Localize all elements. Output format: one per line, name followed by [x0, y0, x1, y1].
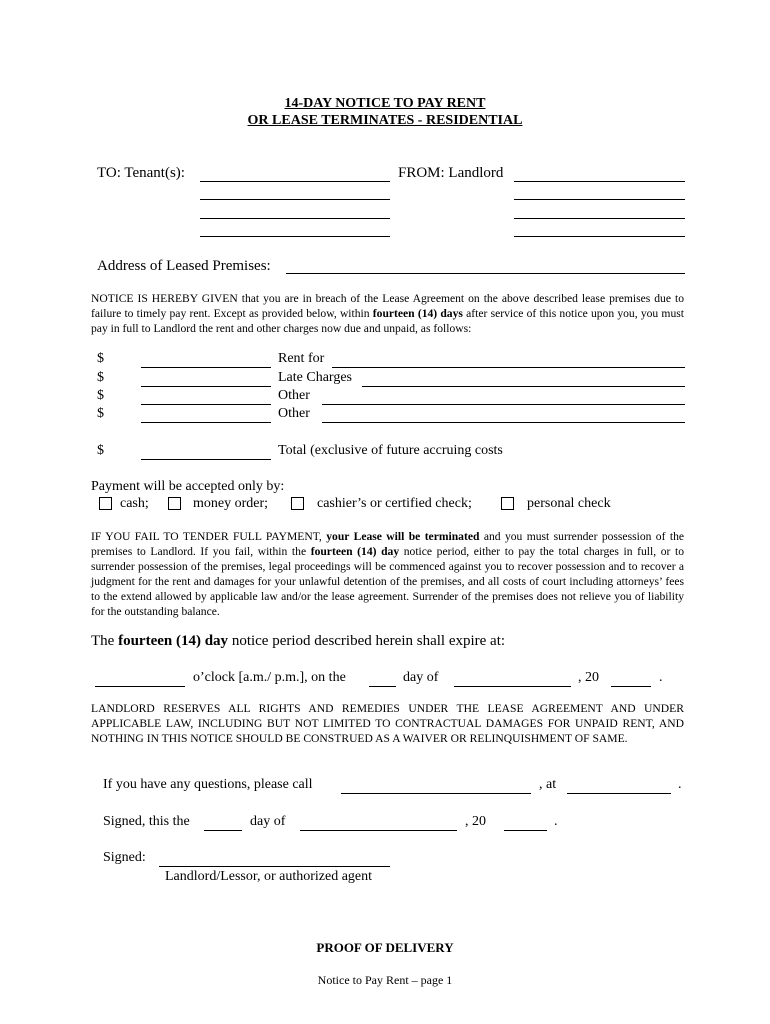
rent-for-line[interactable] — [332, 367, 685, 368]
total-amount-line[interactable] — [141, 459, 271, 460]
questions-phone-line[interactable] — [567, 793, 671, 794]
tenant-line-3[interactable] — [200, 218, 390, 219]
other-2-label: Other — [278, 406, 310, 421]
to-tenant-label: TO: Tenant(s): — [97, 165, 185, 181]
rent-for-label: Rent for — [278, 351, 325, 366]
other-2-line[interactable] — [322, 422, 685, 423]
signed-label: Signed: — [103, 850, 146, 865]
expiry-year-prefix: , 20 — [578, 670, 599, 685]
oclock-label: o’clock [a.m./ p.m.], on the — [193, 670, 346, 685]
expiry-day-line[interactable] — [369, 686, 396, 687]
expiry-day-of-label: day of — [403, 670, 439, 685]
personal-check-checkbox[interactable] — [501, 497, 514, 510]
expiry-month-line[interactable] — [454, 686, 571, 687]
questions-label: If you have any questions, please call — [103, 777, 313, 792]
other-2-amount-line[interactable] — [141, 422, 271, 423]
questions-at-label: , at — [539, 777, 557, 792]
other-1-label: Other — [278, 388, 310, 403]
address-line[interactable] — [286, 273, 685, 274]
total-label: Total (exclusive of future accruing costs — [278, 443, 503, 458]
dollar-sign-other-2: $ — [97, 406, 104, 421]
title-line-2: OR LEASE TERMINATES - RESIDENTIAL — [247, 113, 523, 128]
expiry-period: . — [659, 670, 663, 685]
proof-of-delivery-heading: PROOF OF DELIVERY — [316, 940, 454, 955]
money-order-checkbox[interactable] — [168, 497, 181, 510]
tenant-line-1[interactable] — [200, 181, 390, 182]
dollar-sign-late: $ — [97, 370, 104, 385]
notice-paragraph: NOTICE IS HEREBY GIVEN that you are in breach of the Lease Agreement on the above described lease premises due to failure to timely pay rent. Except as provided below, within fourteen (14) days after service of this notice upon you, you must pay in full to Landlord the rent and other charges now due and unpaid, as follows: — [91, 292, 684, 335]
signed-day-line[interactable] — [204, 830, 242, 831]
other-1-amount-line[interactable] — [141, 404, 271, 405]
dollar-sign-other-1: $ — [97, 388, 104, 403]
reserve-paragraph: LANDLORD RESERVES ALL RIGHTS AND REMEDIES UNDER THE LEASE AGREEMENT AND UNDER APPLICABLE LAW, INCLUDING BUT NOT LIMITED TO CONTRACTUAL DAMAGES FOR UNPAID RENT, AND NOTHING IN THIS NOTICE SHOULD BE CONSTRUED AS A WAIVER OR RELINQUISHMENT OF SAME. — [91, 702, 684, 745]
expiry-hour-line[interactable] — [95, 686, 185, 687]
money-order-label: money order; — [193, 496, 269, 511]
questions-name-line[interactable] — [341, 793, 531, 794]
landlord-line-4[interactable] — [514, 236, 685, 237]
signed-day-of-label: day of — [250, 814, 286, 829]
signature-line[interactable] — [159, 866, 390, 867]
late-amount-line[interactable] — [141, 386, 271, 387]
late-charges-line[interactable] — [362, 386, 685, 387]
landlord-line-2[interactable] — [514, 199, 685, 200]
expiry-year-line[interactable] — [611, 686, 651, 687]
rent-amount-line[interactable] — [141, 367, 271, 368]
landlord-line-1[interactable] — [514, 181, 685, 182]
title-line-1: 14-DAY NOTICE TO PAY RENT — [284, 96, 486, 111]
late-charges-label: Late Charges — [278, 370, 352, 385]
cashiers-check-checkbox[interactable] — [291, 497, 304, 510]
warning-paragraph: IF YOU FAIL TO TENDER FULL PAYMENT, your Lease will be terminated and you must surrender possession of the premises to Landlord. If you fail, within the fourteen (14) day notice period, either to pay the total charges in full, or to surrender possession of the premises, legal proceedings will be commenced against you to recover possession and to recover a judgment for the rent and damages for your unlawful detention of the premises, and all costs of court including attorneys’ fees to the extend allowed by applicable law and/or the lease agreement. Surrender of the premises does not relieve you of liability for the outstanding balance. — [91, 530, 685, 618]
cashiers-check-label: cashier’s or certified check; — [317, 496, 472, 511]
signed-year-line[interactable] — [504, 830, 547, 831]
cash-checkbox[interactable] — [99, 497, 112, 510]
signed-period: . — [554, 814, 558, 829]
tenant-line-2[interactable] — [200, 199, 390, 200]
dollar-sign-rent: $ — [97, 351, 104, 366]
address-label: Address of Leased Premises: — [97, 258, 271, 274]
signed-month-line[interactable] — [300, 830, 457, 831]
signed-year-prefix: , 20 — [465, 814, 486, 829]
other-1-line[interactable] — [322, 404, 685, 405]
dollar-sign-total: $ — [97, 443, 104, 458]
signed-this-the-label: Signed, this the — [103, 814, 190, 829]
signer-role-label: Landlord/Lessor, or authorized agent — [165, 869, 373, 884]
expiry-sentence: The fourteen (14) day notice period described herein shall expire at: — [91, 633, 506, 649]
payment-label: Payment will be accepted only by: — [91, 479, 285, 494]
cash-label: cash; — [120, 496, 149, 511]
questions-period: . — [678, 777, 682, 792]
personal-check-label: personal check — [527, 496, 611, 511]
from-landlord-label: FROM: Landlord — [398, 165, 504, 181]
landlord-line-3[interactable] — [514, 218, 685, 219]
page-footer: Notice to Pay Rent – page 1 — [317, 973, 453, 987]
tenant-line-4[interactable] — [200, 236, 390, 237]
